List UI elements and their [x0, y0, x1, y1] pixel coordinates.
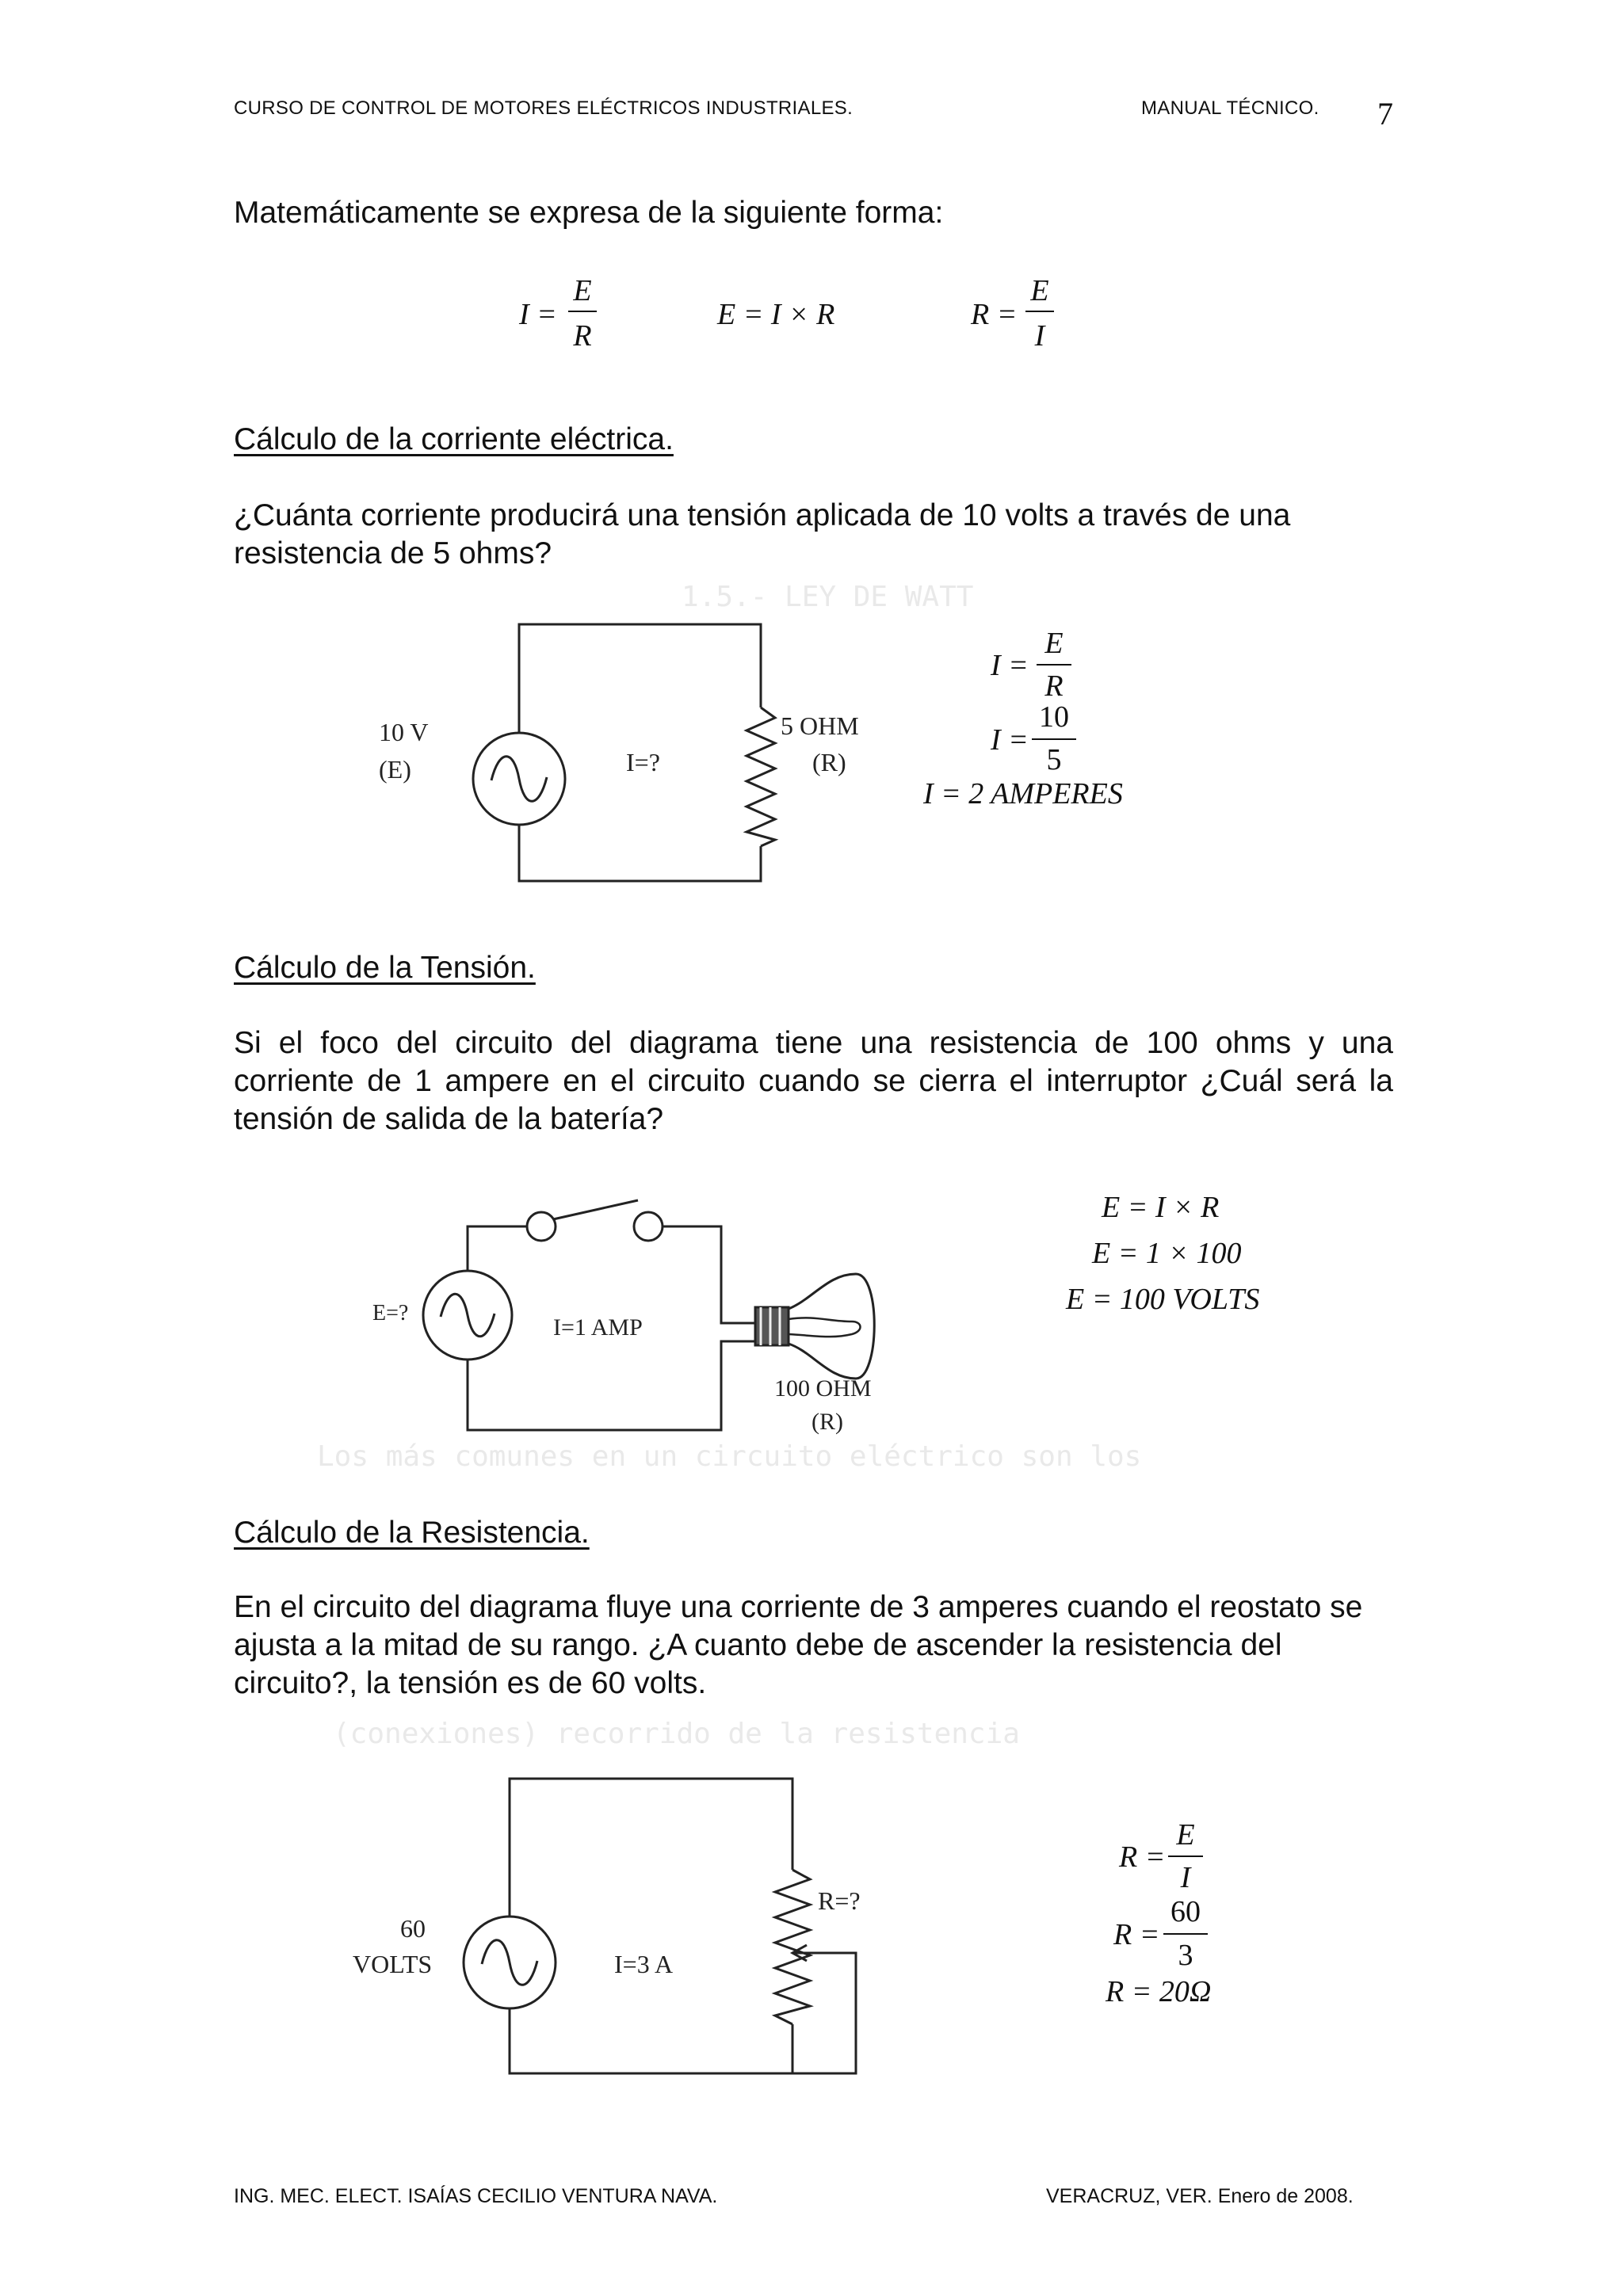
source-unit-label: VOLTS [353, 1950, 433, 1978]
scan-bleed-text: 1.5.- LEY DE WATT [682, 581, 974, 613]
header-right: MANUAL TÉCNICO. [1141, 97, 1319, 119]
load-value-label: 100 OHM [774, 1375, 872, 1402]
solution-line1-num: E [1176, 1818, 1195, 1852]
source-value-label: 60 [400, 1914, 426, 1943]
section2-question: Si el foco del circuito del diagrama tiene una resistencia de 100 ohms y una corriente de 1 ampere en el circuito cuando se cierra el interruptor ¿Cuál será la tensión de salida de la batería? [234, 1026, 1393, 1136]
page-number: 7 [1377, 96, 1393, 132]
solution-line1-lhs: R = [1119, 1840, 1166, 1874]
solution-line2-lhs: R = [1113, 1918, 1160, 1951]
load-symbol-label: (R) [812, 1409, 843, 1435]
section2-heading: Cálculo de la Tensión. [234, 951, 536, 985]
footer-right: VERACRUZ, VER. Enero de 2008. [1046, 2185, 1354, 2207]
solution-line2-lhs: I = [991, 723, 1029, 757]
solution-line1-den: I [1180, 1861, 1191, 1894]
scan-bleed-text: (conexiones) recorrido de la resistencia [333, 1718, 1020, 1750]
solution-line2-num: 10 [1039, 700, 1069, 734]
resistor-symbol-label: (R) [812, 748, 846, 776]
formula-lhs: I = [519, 298, 557, 331]
source-symbol-label: (E) [379, 755, 411, 784]
source-value-label: E=? [372, 1301, 409, 1325]
resistor-value-label: R=? [818, 1886, 861, 1915]
formula-e-equals-i-times-r: E = I × R [717, 298, 835, 331]
header-left: CURSO DE CONTROL DE MOTORES ELÉCTRICOS INDUSTRIALES. [234, 97, 854, 119]
formula-numerator: E [1030, 274, 1049, 307]
section3-question: En el circuito del diagrama fluye una corriente de 3 amperes cuando el reostato se ajusta a la mitad de su rango. ¿A cuanto debe de ascender la resistencia del circuito?, la tensión es de 60 volts. [234, 1590, 1363, 1700]
current-label: I=1 AMP [553, 1314, 643, 1341]
source-value-label: 10 V [379, 718, 429, 746]
section3-heading: Cálculo de la Resistencia. [234, 1516, 590, 1550]
solution-line1-num: E [1044, 627, 1064, 660]
solution-line1-lhs: I = [991, 649, 1029, 682]
solution-line2-den: 3 [1178, 1939, 1193, 1972]
solution-line2-den: 5 [1046, 743, 1062, 776]
scan-bleed-text: Los más comunes en un circuito eléctrico son los [317, 1440, 1142, 1473]
formula-numerator: E [573, 274, 592, 307]
current-label: I=? [626, 748, 660, 776]
section1-question: ¿Cuánta corriente producirá una tensión aplicada de 10 volts a través de una resistencia de 5 ohms? [234, 498, 1291, 570]
solution-line1: E = I × R [1102, 1191, 1220, 1224]
footer-left: ING. MEC. ELECT. ISAÍAS CECILIO VENTURA NAVA. [234, 2185, 718, 2207]
solution-line2: E = 1 × 100 [1092, 1237, 1242, 1270]
formula-denominator: I [1034, 319, 1045, 353]
current-label: I=3 A [614, 1950, 674, 1978]
solution-line3: I = 2 AMPERES [923, 777, 1123, 810]
section1-heading: Cálculo de la corriente eléctrica. [234, 422, 674, 456]
solution-line1-den: R [1044, 669, 1064, 703]
solution-line3: E = 100 VOLTS [1066, 1283, 1260, 1316]
resistor-value-label: 5 OHM [781, 711, 859, 740]
solution-line2-num: 60 [1170, 1895, 1201, 1928]
formula-lhs: R = [971, 298, 1018, 331]
intro-text: Matemáticamente se expresa de la siguiente forma: [234, 196, 944, 230]
formula-denominator: R [573, 319, 592, 353]
fraction-bar [1168, 1855, 1203, 1857]
solution-line3: R = 20Ω [1106, 1975, 1212, 2008]
fraction-bar [1163, 1933, 1208, 1935]
